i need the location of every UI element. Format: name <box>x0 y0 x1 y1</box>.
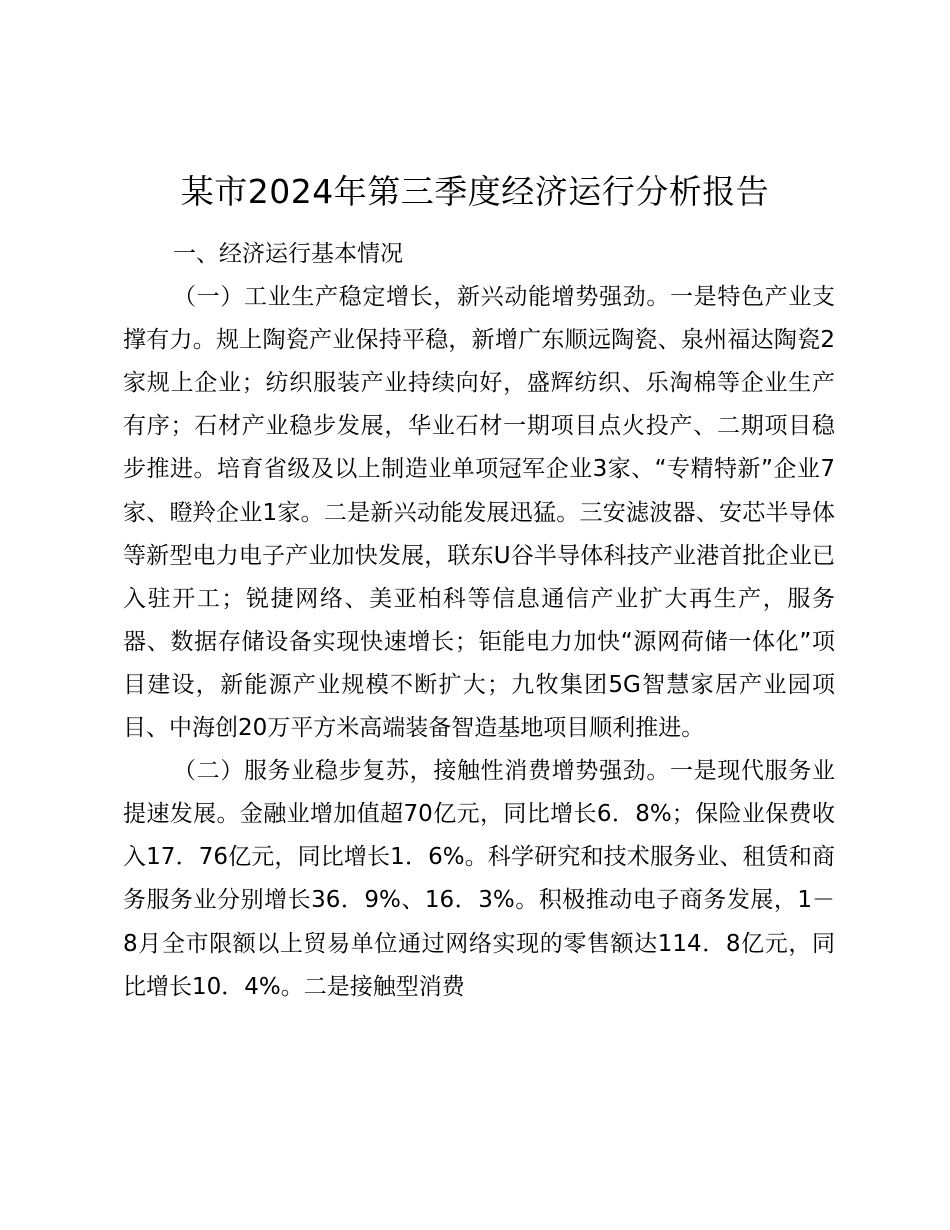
section-heading: 一、经济运行基本情况 <box>173 241 403 267</box>
paragraph-services: （二）服务业稳步复苏，接触性消费增势强劲。一是现代服务业提速发展。金融业增加值超70亿元，同比增长6．8%；保险业保费收入17．76亿元，同比增长1．6%。科学研究和技术服务业、租赁和商务服务业分别增长36．9%、16．3%。积极推动电子商务发展，1－8月全市限额以上贸易单位通过网络实现的零售额达114．8亿元，同比增长10．4%。二是接触型消费 <box>123 758 835 1000</box>
paragraph-industry: （一）工业生产稳定增长，新兴动能增势强劲。一是特色产业支撑有力。规上陶瓷产业保持平稳，新增广东顺远陶瓷、泉州福达陶瓷2家规上企业；纺织服装产业持续向好，盛辉纺织、乐淘棉等企业生产有序；石材产业稳步发展，华业石材一期项目点火投产、二期项目稳步推进。培育省级及以上制造业单项冠军企业3家、“专精特新”企业7家、瞪羚企业1家。二是新兴动能发展迅猛。三安滤波器、安芯半导体等新型电力电子产业加快发展，联东U谷半导体科技产业港首批企业已入驻开工；锐捷网络、美亚柏科等信息通信产业扩大再生产，服务器、数据存储设备实现快速增长；钜能电力加快“源网荷储一体化”项目建设，新能源产业规模不断扩大；九牧集团5G智慧家居产业园项目、中海创20万平方米高端装备智造基地项目顺利推进。 <box>123 284 835 742</box>
document-title: 某市2024年第三季度经济运行分析报告 <box>180 172 770 211</box>
document-body <box>123 233 835 1009</box>
